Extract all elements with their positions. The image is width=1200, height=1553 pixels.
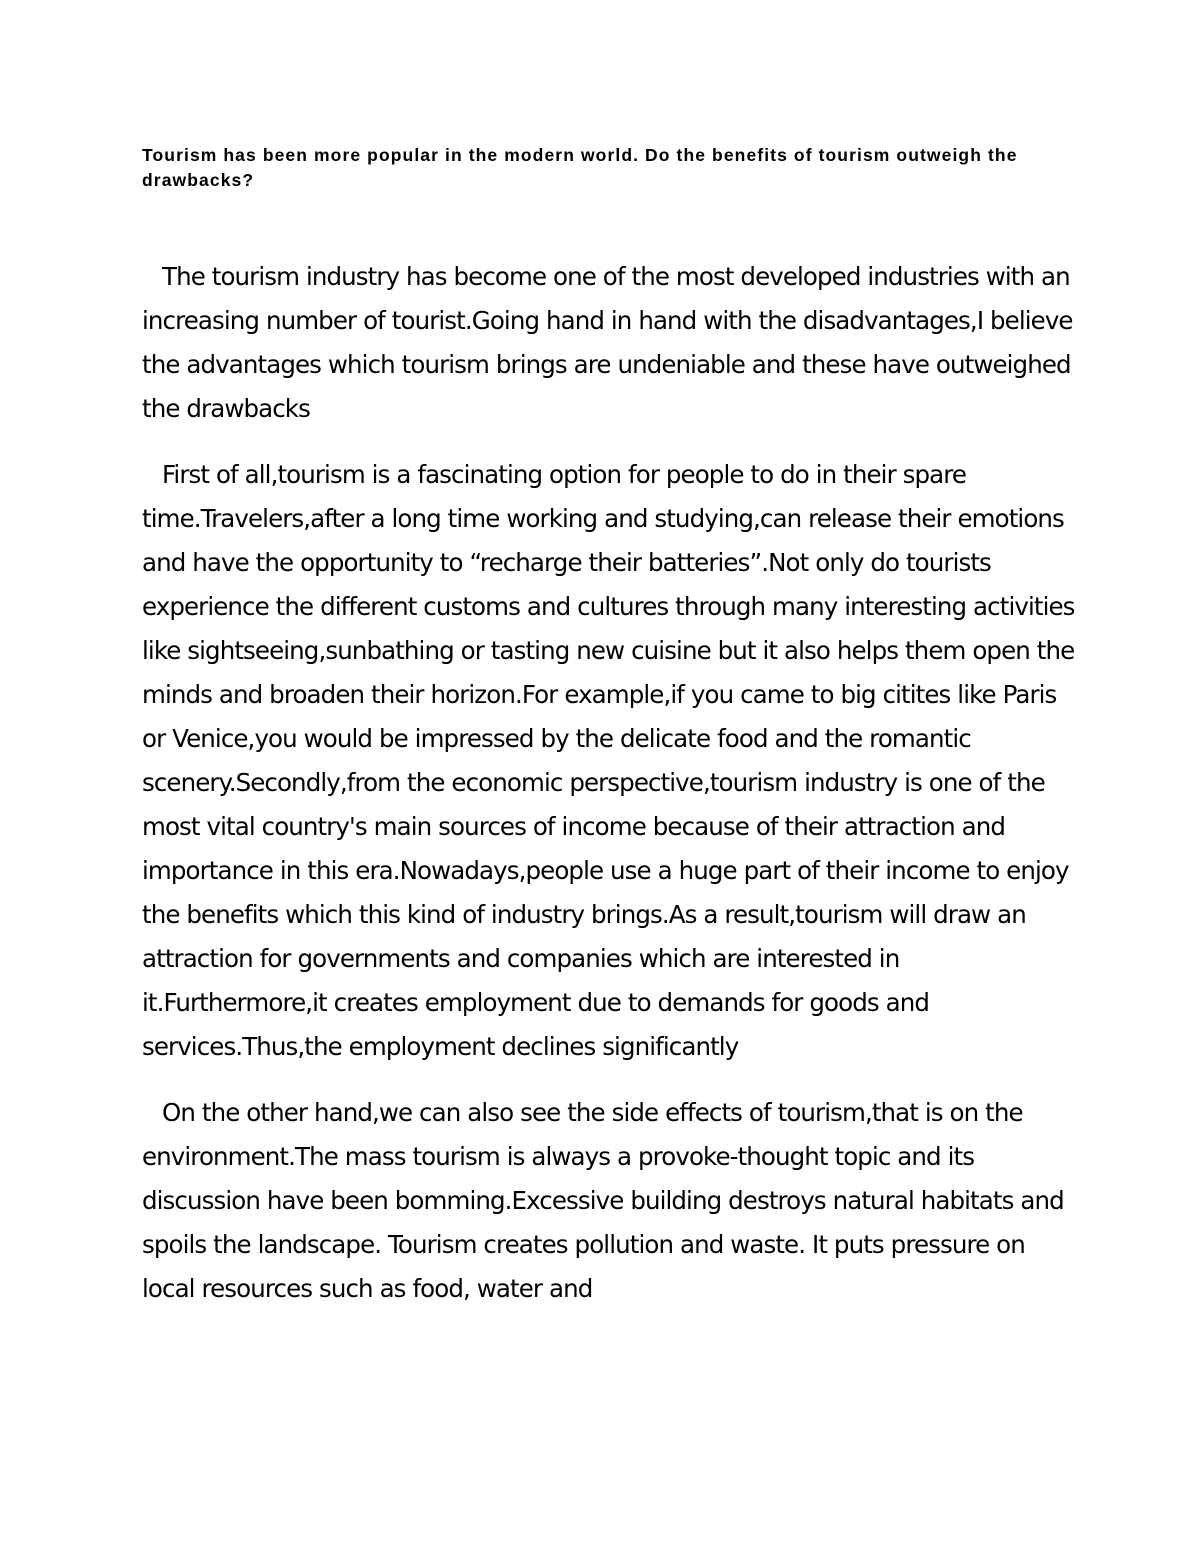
paragraph-drawbacks: On the other hand,we can also see the side effects of tourism,that is on the environment.The mass tourism is always a provoke-thought topic and its discussion have been bomming.Excessive building destroys natural habitats and spoils the landscape. Tourism creates pollution and waste. It puts pressure on local resources such as food, water and [142,1098,1064,1303]
essay-body [142,255,1082,1333]
paragraph-intro: The tourism industry has become one of the most developed industries with an increasing number of tourist.Going hand in hand with the disadvantages,I believe the advantages which tourism brings are undeniable and these have outweighed the drawbacks [142,262,1073,423]
essay-title: Tourism has been more popular in the modern world. Do the benefits of tourism outweigh the drawbacks? [142,145,1018,190]
paragraph-benefits: First of all,tourism is a fascinating option for people to do in their spare time.Travelers,after a long time working and studying,can release their emotions and have the opportunity to “recharge their batteries”.Not only do tourists experience the different customs and cultures through many interesting activities like sightseeing,sunbathing or tasting new cuisine but it also helps them open the minds and broaden their horizon.For example,if you came to big citites like Paris or Venice,you would be impressed by the delicate food and the romantic scenery.Secondly,from the economic perspective,tourism industry is one of the most vital country's main sources of income because of their attraction and importance in this era.Nowadays,people use a huge part of their income to enjoy the benefits which this kind of industry brings.As a result,tourism will draw an attraction for governments and companies which are interested in it.Furthermore,it creates employment due to demands for goods and services.Thus,the employment declines significantly [142,460,1075,1061]
